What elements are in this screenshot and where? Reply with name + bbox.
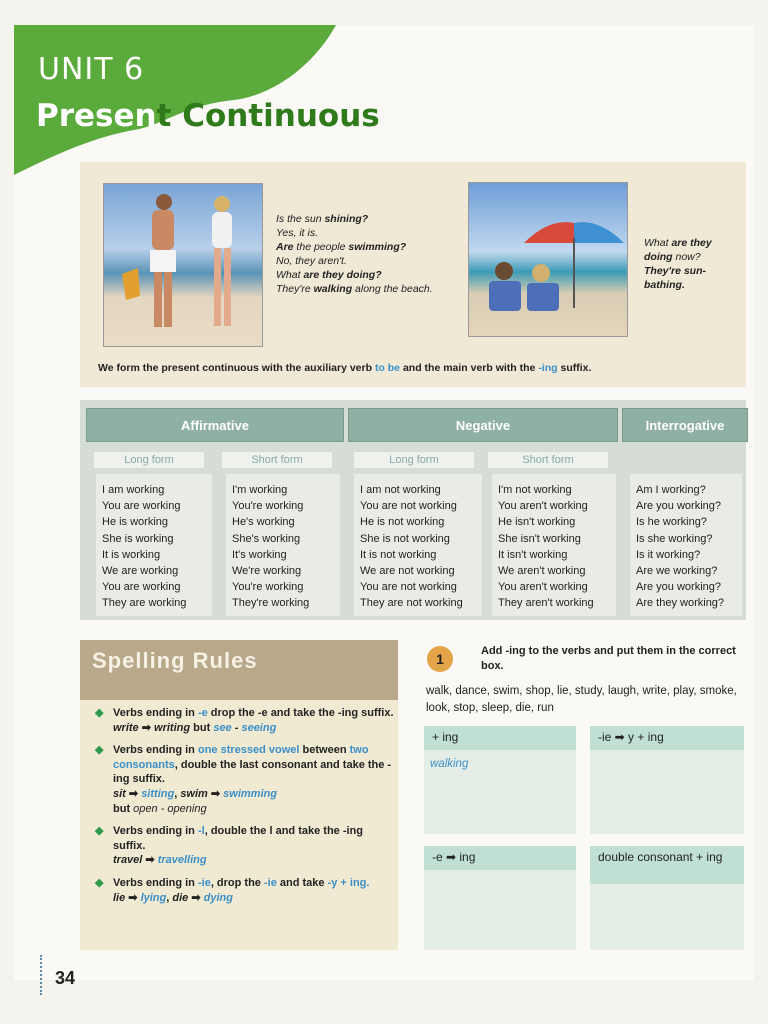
table-cell: We aren't working — [498, 565, 586, 578]
table-cell: You are working — [102, 581, 181, 594]
spelling-rule-3: ◆ Verbs ending in -l, double the l and take the -ing suffix. travel ➡ travelling — [95, 825, 363, 867]
answer-box-ie-label: -ie ➡ y + ing — [590, 726, 744, 750]
exercise-word-list: walk, dance, swim, shop, lie, study, laugh, write, play, smoke, look, stop, sleep, die, run — [426, 685, 737, 714]
table-cell: You're working — [232, 581, 304, 594]
beach-walking-photo — [103, 183, 263, 347]
table-cell: She is working — [102, 532, 174, 545]
table-cell: I am working — [102, 484, 165, 496]
table-cell: They're working — [232, 597, 310, 610]
table-cell: She's working — [232, 532, 301, 545]
table-cell: Are you working? — [636, 581, 721, 594]
aff-short-column — [226, 474, 340, 616]
diamond-bullet-icon: ◆ — [95, 825, 104, 838]
qa1-line-3: Are the people swimming? — [276, 241, 407, 253]
exercise-instruction: Add -ing to the verbs and put them in the correct box. — [481, 645, 736, 672]
table-cell: We are not working — [360, 565, 455, 578]
table-cell: It is working — [102, 548, 161, 561]
qa2-line-2: They're sun-bathing. — [644, 265, 707, 291]
table-cell: You aren't working — [498, 500, 588, 513]
table-cell: It isn't working — [498, 548, 568, 561]
answer-box-ing-label: + ing — [424, 726, 576, 750]
table-cell: We are working — [102, 565, 179, 578]
qa1-line-6: They're walking along the beach. — [276, 283, 433, 295]
spelling-rules-list — [95, 706, 395, 913]
table-cell: Is she working? — [636, 532, 713, 545]
table-cell: He is working — [102, 516, 169, 529]
diamond-bullet-icon: ◆ — [95, 744, 104, 757]
intro-questions-right — [644, 236, 734, 292]
sub-aff-long: Long form — [94, 452, 204, 468]
table-cell: Is he working? — [636, 516, 707, 529]
table-cell: I am not working — [360, 484, 441, 496]
table-cell: Are you working? — [636, 500, 721, 513]
table-cell: Are they working? — [636, 597, 725, 610]
qa1-line-2: Yes, it is. — [276, 227, 319, 239]
table-cell: He isn't working — [498, 516, 576, 529]
table-cell: You aren't working — [498, 581, 588, 594]
table-cell: I'm working — [232, 484, 288, 496]
table-cell: She is not working — [360, 532, 450, 545]
aff-long-column — [96, 474, 212, 616]
table-cell: Is it working? — [636, 548, 701, 561]
spelling-rule-4: ◆ Verbs ending in -ie, drop the -ie and take -y + ing. lie ➡ lying, die ➡ dying — [95, 876, 370, 904]
header-negative: Negative — [348, 408, 618, 442]
title-part-1: Presen — [36, 98, 157, 134]
table-cell: You are working — [102, 500, 181, 513]
table-cell: He is not working — [360, 516, 445, 529]
sub-neg-short: Short form — [488, 452, 608, 468]
diamond-bullet-icon: ◆ — [95, 707, 104, 719]
answer-box-double-label: double consonant + ing — [590, 846, 744, 884]
qa2-line-1: What are they doing now? — [644, 237, 712, 263]
exercise-number-badge: 1 — [427, 646, 453, 672]
answer-box-e-label: -e ➡ ing — [424, 846, 576, 870]
table-cell: Are we working? — [636, 565, 718, 578]
sub-neg-long: Long form — [354, 452, 474, 468]
sub-aff-short: Short form — [222, 452, 332, 468]
diamond-bullet-icon: ◆ — [95, 876, 104, 889]
table-cell: They are not working — [360, 597, 463, 610]
page-title — [36, 98, 380, 134]
title-part-2: t Continuous — [156, 98, 380, 134]
table-cell: It's working — [232, 548, 287, 561]
unit-number: UNIT 6 — [38, 52, 145, 87]
neg-long-column — [354, 474, 482, 616]
page-number: 34 — [55, 968, 76, 988]
header-interrogative: Interrogative — [622, 408, 748, 442]
interrogative-column — [630, 474, 742, 616]
spelling-rule-1: ◆ Verbs ending in -e drop the -e and take the -ing suffix. write ➡ writing but see - seeing — [95, 707, 394, 734]
table-cell: I'm not working — [498, 484, 572, 496]
intro-questions-left — [276, 212, 446, 296]
page-margin-dots — [40, 955, 45, 995]
example-answer: walking — [430, 758, 469, 770]
spelling-rules-title: Spelling Rules — [92, 648, 258, 673]
qa1-line-5: What are they doing? — [276, 269, 382, 281]
sunbathing-photo — [468, 182, 628, 337]
qa1-line-4: No, they aren't. — [276, 255, 347, 267]
header-affirmative: Affirmative — [86, 408, 344, 442]
table-cell: They are working — [102, 597, 187, 610]
table-cell: She isn't working — [498, 532, 581, 545]
table-cell: Am I working? — [636, 484, 706, 496]
neg-short-column — [492, 474, 616, 616]
table-cell: You're working — [232, 500, 304, 513]
table-cell: They aren't working — [498, 597, 594, 610]
formation-rule: We form the present continuous with the auxiliary verb to be and the main verb with the -ing suffix. — [98, 362, 592, 374]
spelling-rule-2: ◆ Verbs ending in one stressed vowel between two consonants, double the last consonant and take the -ing suffix. sit ➡ sitting, swim ➡ swimming but open - opening — [95, 744, 392, 815]
table-cell: You are not working — [360, 500, 457, 513]
table-cell: You are not working — [360, 581, 457, 594]
table-cell: It is not working — [360, 548, 437, 561]
qa1-line-1: Is the sun shining? — [276, 213, 369, 225]
table-cell: He's working — [232, 516, 295, 529]
table-cell: We're working — [232, 565, 302, 578]
